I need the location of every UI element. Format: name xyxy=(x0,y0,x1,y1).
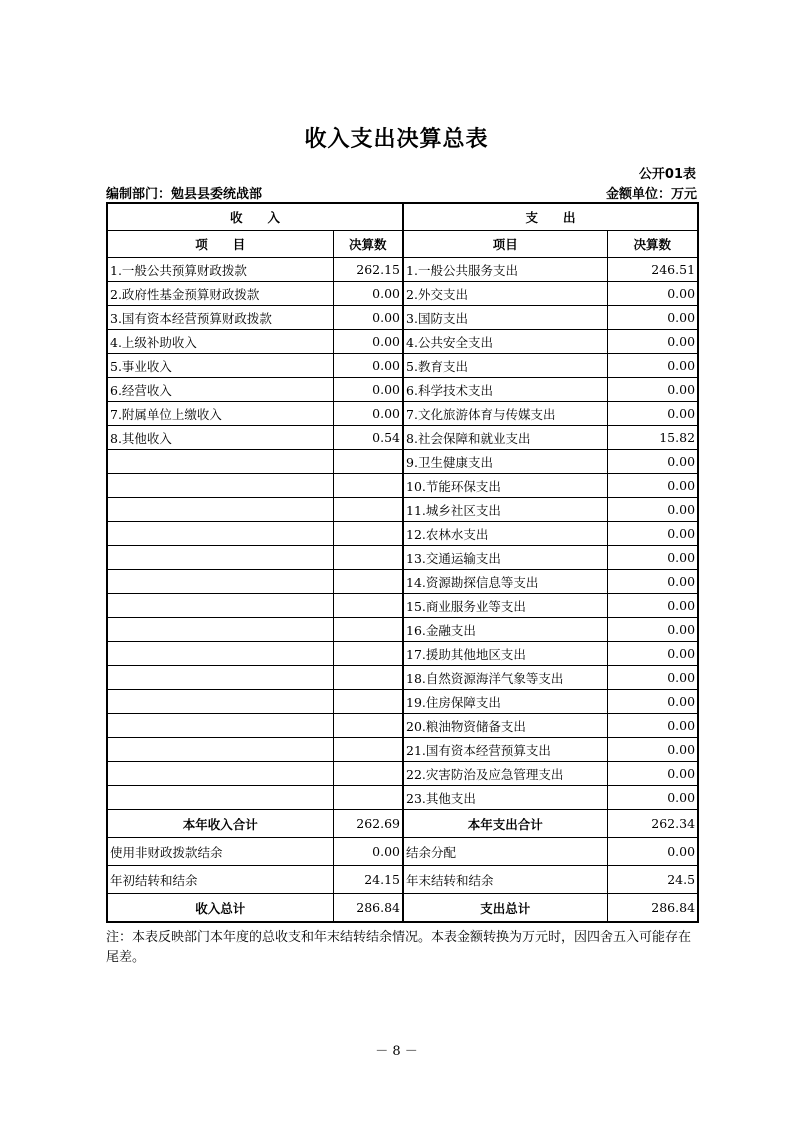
income-item-value: 262.15 xyxy=(333,258,403,282)
expense-item-label: 16.金融支出 xyxy=(403,618,607,642)
income-item-label xyxy=(107,546,333,570)
begin-value: 24.15 xyxy=(333,866,403,894)
income-item-label xyxy=(107,738,333,762)
expense-item-label: 20.粮油物资储备支出 xyxy=(403,714,607,738)
income-item-value: 0.00 xyxy=(333,402,403,426)
table-row xyxy=(107,282,698,306)
table-row xyxy=(107,354,698,378)
expense-item-label: 2.外交支出 xyxy=(403,282,607,306)
expense-item-value: 0.00 xyxy=(607,738,698,762)
expense-item-label: 3.国防支出 xyxy=(403,306,607,330)
income-item-label xyxy=(107,498,333,522)
expense-item-value: 0.00 xyxy=(607,786,698,810)
non-fiscal-row xyxy=(107,838,698,866)
table-row xyxy=(107,738,698,762)
page-number: － 8 － xyxy=(375,1044,418,1059)
expense-item-label: 23.其他支出 xyxy=(403,786,607,810)
income-item-value: 0.00 xyxy=(333,330,403,354)
expense-item-value: 0.00 xyxy=(607,306,698,330)
expense-total-value: 286.84 xyxy=(607,894,698,923)
expense-item-label: 18.自然资源海洋气象等支出 xyxy=(403,666,607,690)
expense-item-label: 12.农林水支出 xyxy=(403,522,607,546)
table-row xyxy=(107,762,698,786)
table-row xyxy=(107,498,698,522)
table-row xyxy=(107,378,698,402)
expense-amount-header: 决算数 xyxy=(607,231,698,258)
income-item-label xyxy=(107,474,333,498)
begin-label: 年初结转和结余 xyxy=(107,866,333,894)
income-item-value xyxy=(333,762,403,786)
expense-item-label: 14.资源勘探信息等支出 xyxy=(403,570,607,594)
income-item-label xyxy=(107,642,333,666)
table-row xyxy=(107,402,698,426)
income-item-label xyxy=(107,714,333,738)
page-title: 收入支出决算总表 xyxy=(304,127,489,152)
expense-item-label: 8.社会保障和就业支出 xyxy=(403,426,607,450)
expense-item-label: 17.援助其他地区支出 xyxy=(403,642,607,666)
year-income-value: 262.69 xyxy=(333,810,403,838)
expense-item-label: 1.一般公共服务支出 xyxy=(403,258,607,282)
table-row xyxy=(107,330,698,354)
carryover-row xyxy=(107,866,698,894)
surplus-dist-label: 结余分配 xyxy=(403,838,607,866)
income-item-value: 0.00 xyxy=(333,282,403,306)
expense-item-label: 22.灾害防治及应急管理支出 xyxy=(403,762,607,786)
table-row xyxy=(107,258,698,282)
expense-item-label: 7.文化旅游体育与传媒支出 xyxy=(403,402,607,426)
income-item-value xyxy=(333,690,403,714)
expense-item-value: 0.00 xyxy=(607,618,698,642)
table-row xyxy=(107,642,698,666)
income-item-label xyxy=(107,450,333,474)
table-row xyxy=(107,546,698,570)
income-item-label: 3.国有资本经营预算财政拨款 xyxy=(107,306,333,330)
income-item-value xyxy=(333,714,403,738)
expense-item-value: 0.00 xyxy=(607,354,698,378)
income-item-value xyxy=(333,498,403,522)
expense-item-header: 项目 xyxy=(403,231,607,258)
end-value: 24.5 xyxy=(607,866,698,894)
expense-item-label: 21.国有资本经营预算支出 xyxy=(403,738,607,762)
department: 编制部门：勉县县委统战部 xyxy=(106,187,263,202)
expense-item-value: 0.00 xyxy=(607,402,698,426)
income-item-label xyxy=(107,690,333,714)
expense-item-value: 0.00 xyxy=(607,642,698,666)
expense-item-value: 246.51 xyxy=(607,258,698,282)
expense-item-label: 9.卫生健康支出 xyxy=(403,450,607,474)
table-row xyxy=(107,570,698,594)
year-expense-label: 本年支出合计 xyxy=(403,810,607,838)
income-item-label xyxy=(107,522,333,546)
expense-item-value: 0.00 xyxy=(607,450,698,474)
income-item-value xyxy=(333,474,403,498)
expense-item-label: 13.交通运输支出 xyxy=(403,546,607,570)
table-row xyxy=(107,618,698,642)
income-item-label: 7.附属单位上缴收入 xyxy=(107,402,333,426)
expense-item-label: 6.科学技术支出 xyxy=(403,378,607,402)
grand-total-row xyxy=(107,894,698,923)
income-item-value xyxy=(333,618,403,642)
expense-item-label: 11.城乡社区支出 xyxy=(403,498,607,522)
expense-item-value: 0.00 xyxy=(607,378,698,402)
income-item-value xyxy=(333,546,403,570)
expense-item-value: 0.00 xyxy=(607,570,698,594)
form-number: 公开01表 xyxy=(638,167,696,182)
expense-item-value: 0.00 xyxy=(607,690,698,714)
income-total-label: 收入总计 xyxy=(107,894,333,923)
income-item-value xyxy=(333,522,403,546)
meta-row xyxy=(106,183,697,202)
expense-item-value: 0.00 xyxy=(607,330,698,354)
income-item-label: 1.一般公共预算财政拨款 xyxy=(107,258,333,282)
expense-item-value: 0.00 xyxy=(607,282,698,306)
table-row xyxy=(107,714,698,738)
table-row xyxy=(107,474,698,498)
expense-item-value: 0.00 xyxy=(607,594,698,618)
income-item-value xyxy=(333,738,403,762)
budget-table xyxy=(106,202,699,923)
income-item-value: 0.00 xyxy=(333,378,403,402)
end-label: 年末结转和结余 xyxy=(403,866,607,894)
income-item-value xyxy=(333,666,403,690)
income-item-value xyxy=(333,570,403,594)
expense-header: 支 出 xyxy=(403,203,698,231)
table-row xyxy=(107,690,698,714)
expense-item-value: 0.00 xyxy=(607,666,698,690)
income-item-label xyxy=(107,594,333,618)
surplus-dist-value: 0.00 xyxy=(607,838,698,866)
expense-item-label: 4.公共安全支出 xyxy=(403,330,607,354)
income-item-label xyxy=(107,570,333,594)
income-item-label: 8.其他收入 xyxy=(107,426,333,450)
column-header-row xyxy=(107,231,698,258)
income-item-label xyxy=(107,762,333,786)
year-income-label: 本年收入合计 xyxy=(107,810,333,838)
income-total-value: 286.84 xyxy=(333,894,403,923)
income-item-header: 项 目 xyxy=(107,231,333,258)
income-item-label: 4.上级补助收入 xyxy=(107,330,333,354)
amount-unit: 金额单位：万元 xyxy=(605,187,697,202)
income-item-label xyxy=(107,786,333,810)
income-item-value xyxy=(333,594,403,618)
table-row xyxy=(107,522,698,546)
non-fiscal-value: 0.00 xyxy=(333,838,403,866)
table-row xyxy=(107,450,698,474)
income-header: 收 入 xyxy=(107,203,403,231)
expense-item-label: 15.商业服务业等支出 xyxy=(403,594,607,618)
year-expense-value: 262.34 xyxy=(607,810,698,838)
expense-item-value: 0.00 xyxy=(607,522,698,546)
income-item-value xyxy=(333,450,403,474)
expense-item-label: 10.节能环保支出 xyxy=(403,474,607,498)
income-item-label xyxy=(107,618,333,642)
income-item-value: 0.00 xyxy=(333,306,403,330)
table-row xyxy=(107,666,698,690)
income-amount-header: 决算数 xyxy=(333,231,403,258)
income-item-label: 2.政府性基金预算财政拨款 xyxy=(107,282,333,306)
income-item-value xyxy=(333,786,403,810)
year-total-row xyxy=(107,810,698,838)
table-row xyxy=(107,426,698,450)
non-fiscal-label: 使用非财政拨款结余 xyxy=(107,838,333,866)
expense-item-value: 15.82 xyxy=(607,426,698,450)
section-header-row xyxy=(107,203,698,231)
table-row xyxy=(107,306,698,330)
expense-item-value: 0.00 xyxy=(607,714,698,738)
expense-item-value: 0.00 xyxy=(607,546,698,570)
income-item-label xyxy=(107,666,333,690)
income-item-label: 6.经营收入 xyxy=(107,378,333,402)
expense-item-label: 5.教育支出 xyxy=(403,354,607,378)
expense-item-value: 0.00 xyxy=(607,762,698,786)
income-item-value: 0.54 xyxy=(333,426,403,450)
income-item-value: 0.00 xyxy=(333,354,403,378)
expense-item-value: 0.00 xyxy=(607,474,698,498)
table-row xyxy=(107,594,698,618)
expense-total-label: 支出总计 xyxy=(403,894,607,923)
footnote: 注：本表反映部门本年度的总收支和年末结转结余情况。本表金额转换为万元时，因四舍五入可能存在尾差。 xyxy=(106,930,692,965)
income-item-label: 5.事业收入 xyxy=(107,354,333,378)
table-row xyxy=(107,786,698,810)
income-item-value xyxy=(333,642,403,666)
expense-item-value: 0.00 xyxy=(607,498,698,522)
expense-item-label: 19.住房保障支出 xyxy=(403,690,607,714)
